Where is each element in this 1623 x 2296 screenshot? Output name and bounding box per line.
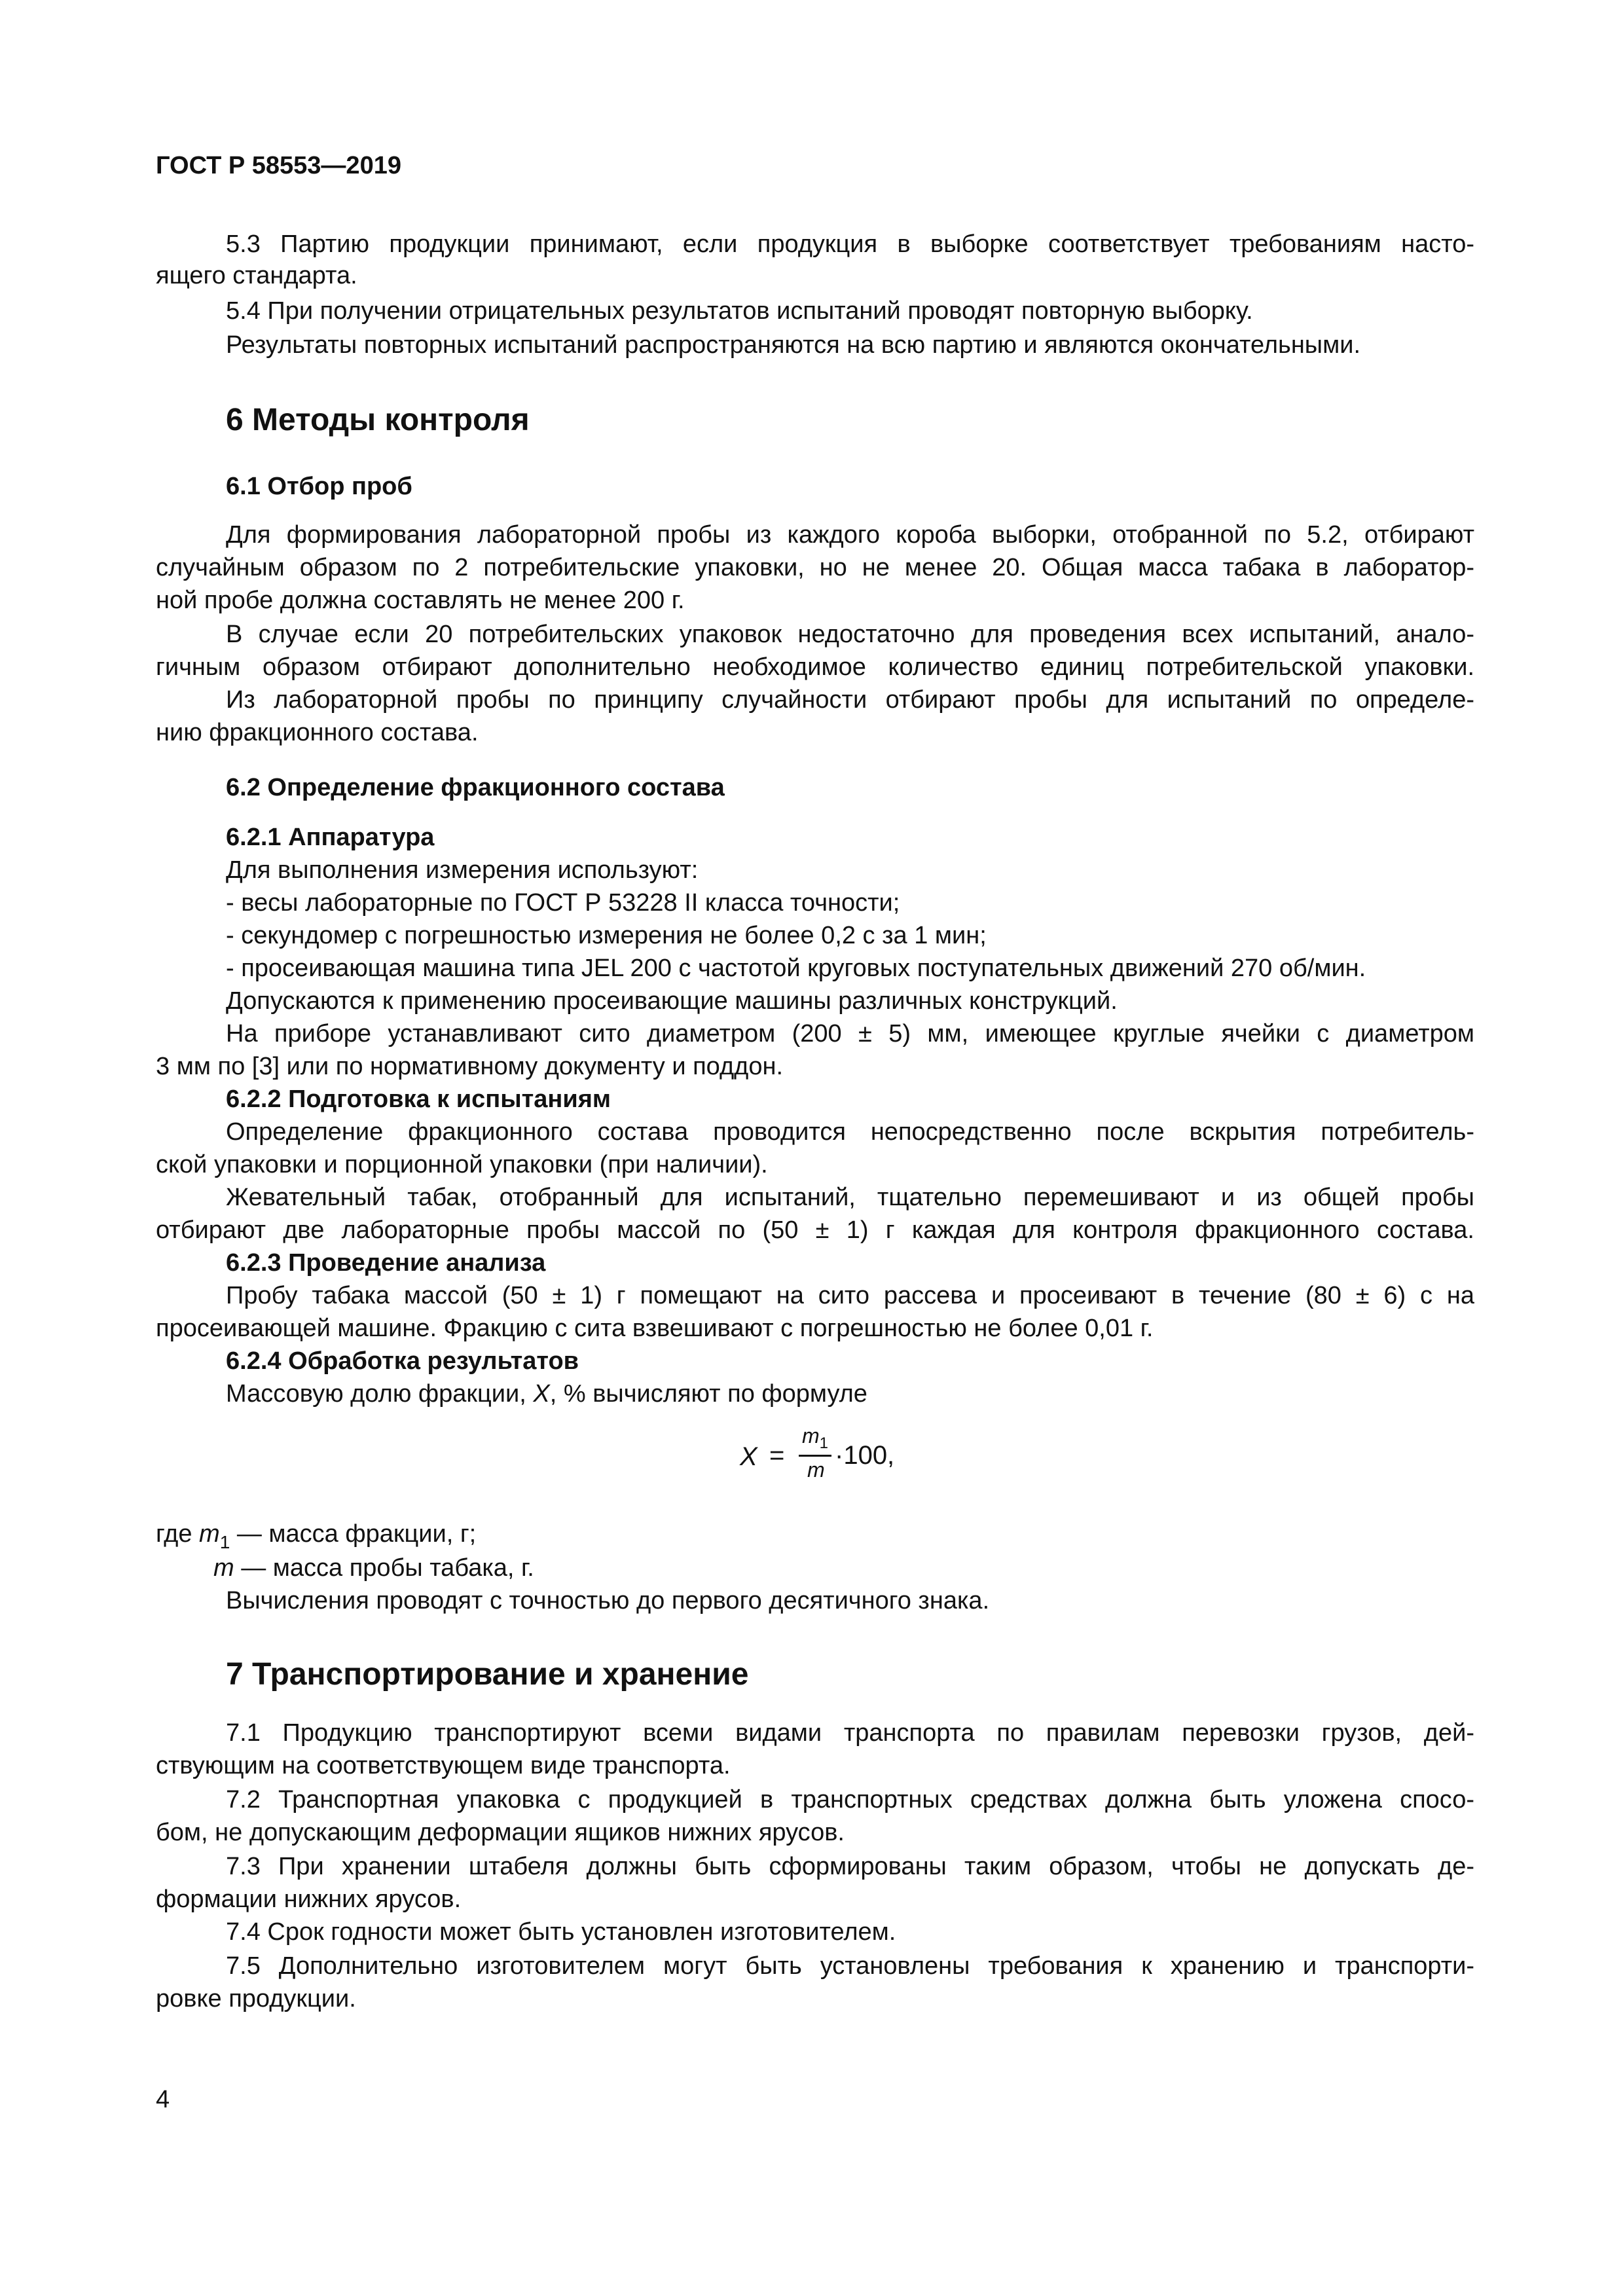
- formula-multiplier: ·100,: [835, 1441, 895, 1470]
- formula-lhs: X: [740, 1442, 757, 1471]
- section-6-2-1-heading: 6.2.1 Аппаратура: [226, 824, 435, 851]
- para-6-1-p3-line-2: нию фракционного состава.: [156, 719, 479, 746]
- analysis-line-2: просеивающей машине. Фракцию с сита взвешивают с погрешностью не более 0,01 г.: [156, 1315, 1154, 1342]
- para-7-5-line-2: ровке продукции.: [156, 1985, 356, 2013]
- para-7-1-line-2: ствующим на соответствующем виде транспорта.: [156, 1752, 731, 1779]
- apparatus-allowance: Допускаются к применению просеивающие машины различных конструкций.: [226, 987, 1118, 1015]
- formula-intro: Массовую долю фракции, X, % вычисляют по формуле: [226, 1380, 867, 1408]
- para-7-2-line-1: 7.2 Транспортная упаковка с продукцией в транспортных средствах должна быть уложена спосо-: [226, 1786, 1474, 1813]
- sieve-line-1: На приборе устанавливают сито диаметром (200 ± 5) мм, имеющее круглые ячейки с диаметром: [226, 1020, 1474, 1048]
- para-6-1-p1-line-2: случайным образом по 2 потребительские упаковки, но не менее 20. Общая масса табака в лаборатор-: [156, 554, 1474, 581]
- where-m1: где $m_1$ — масса фракции, г;: [156, 1520, 477, 1552]
- precision-note: Вычисления проводят с точностью до первого десятичного знака.: [226, 1587, 990, 1614]
- where-m: m — масса пробы табака, г.: [213, 1554, 534, 1582]
- para-6-1-p1-line-1: Для формирования лабораторной пробы из каждого короба выборки, отобранной по 5.2, отбирают: [226, 521, 1474, 549]
- section-6-2-heading: 6.2 Определение фракционного состава: [226, 774, 725, 801]
- prep-p2-line-1: Жевательный табак, отобранный для испытаний, тщательно перемешивают и из общей пробы: [226, 1184, 1474, 1211]
- section-7-heading: 7 Транспортирование и хранение: [226, 1657, 749, 1692]
- formula-fraction-bar: [799, 1455, 831, 1457]
- page-number: 4: [156, 2086, 170, 2113]
- section-6-2-4-heading: 6.2.4 Обработка результатов: [226, 1347, 579, 1375]
- para-6-1-p1-line-3: ной пробе должна составлять не менее 200 г.: [156, 587, 685, 614]
- section-6-2-2-heading: 6.2.2 Подготовка к испытаниям: [226, 1085, 611, 1113]
- apparatus-intro: Для выполнения измерения используют:: [226, 856, 699, 884]
- para-7-4: 7.4 Срок годности может быть установлен изготовителем.: [226, 1918, 896, 1946]
- prep-p1-line-1: Определение фракционного состава проводится непосредственно после вскрытия потребитель-: [226, 1118, 1474, 1146]
- formula-denominator: m: [807, 1458, 825, 1482]
- section-6-heading: 6 Методы контроля: [226, 403, 530, 437]
- para-7-3-line-1: 7.3 При хранении штабеля должны быть сформированы таким образом, чтобы не допускать де-: [226, 1853, 1474, 1880]
- para-6-1-p3-line-1: Из лабораторной пробы по принципу случайности отбирают пробы для испытаний по определе-: [226, 686, 1474, 714]
- section-6-2-3-heading: 6.2.3 Проведение анализа: [226, 1249, 546, 1277]
- apparatus-item-sieving-machine: - просеивающая машина типа JEL 200 с частотой круговых поступательных движений 270 об/мин.: [226, 955, 1366, 982]
- formula: [740, 1424, 936, 1496]
- prep-p1-line-2: ской упаковки и порционной упаковки (при наличии).: [156, 1151, 768, 1178]
- para-5-4-line-2: Результаты повторных испытаний распространяются на всю партию и являются окончательными.: [226, 331, 1361, 359]
- analysis-line-1: Пробу табака массой (50 ± 1) г помещают на сито рассева и просеивают в течение (80 ± 6) с на: [226, 1282, 1474, 1309]
- para-5-3-line-2: ящего стандарта.: [156, 262, 357, 289]
- para-6-1-p2-line-1: В случае если 20 потребительских упаковок недостаточно для проведения всех испытаний, анало-: [226, 621, 1474, 648]
- sieve-line-2: 3 мм по [3] или по нормативному документу и поддон.: [156, 1053, 783, 1080]
- formula-intro-variable: X: [533, 1380, 550, 1408]
- prep-p2-line-2: отбирают две лабораторные пробы массой по (50 ± 1) г каждая для контроля фракционного состава.: [156, 1216, 1474, 1244]
- para-5-3-line-1: 5.3 Партию продукции принимают, если продукция в выборке соответствует требованиям насто-: [226, 230, 1474, 258]
- apparatus-item-scales: - весы лабораторные по ГОСТ Р 53228 II класса точности;: [226, 889, 900, 917]
- para-7-5-line-1: 7.5 Дополнительно изготовителем могут быть установлены требования к хранению и транспорти-: [226, 1952, 1474, 1980]
- para-6-1-p2-line-2: гичным образом отбирают дополнительно необходимое количество единиц потребительской упаковки.: [156, 653, 1474, 681]
- document-code: ГОСТ Р 58553—2019: [156, 152, 401, 179]
- para-5-4-line-1: 5.4 При получении отрицательных результатов испытаний проводят повторную выборку.: [226, 297, 1253, 325]
- section-6-1-heading: 6.1 Отбор проб: [226, 473, 412, 500]
- formula-numerator: $m_1$: [802, 1424, 829, 1452]
- para-7-3-line-2: формации нижних ярусов.: [156, 1886, 462, 1913]
- formula-equals: =: [769, 1441, 785, 1470]
- para-7-1-line-1: 7.1 Продукцию транспортируют всеми видами транспорта по правилам перевозки грузов, дей-: [226, 1719, 1474, 1747]
- apparatus-item-stopwatch: - секундомер с погрешностью измерения не более 0,2 с за 1 мин;: [226, 922, 987, 949]
- para-7-2-line-2: бом, не допускающим деформации ящиков нижних ярусов.: [156, 1819, 845, 1846]
